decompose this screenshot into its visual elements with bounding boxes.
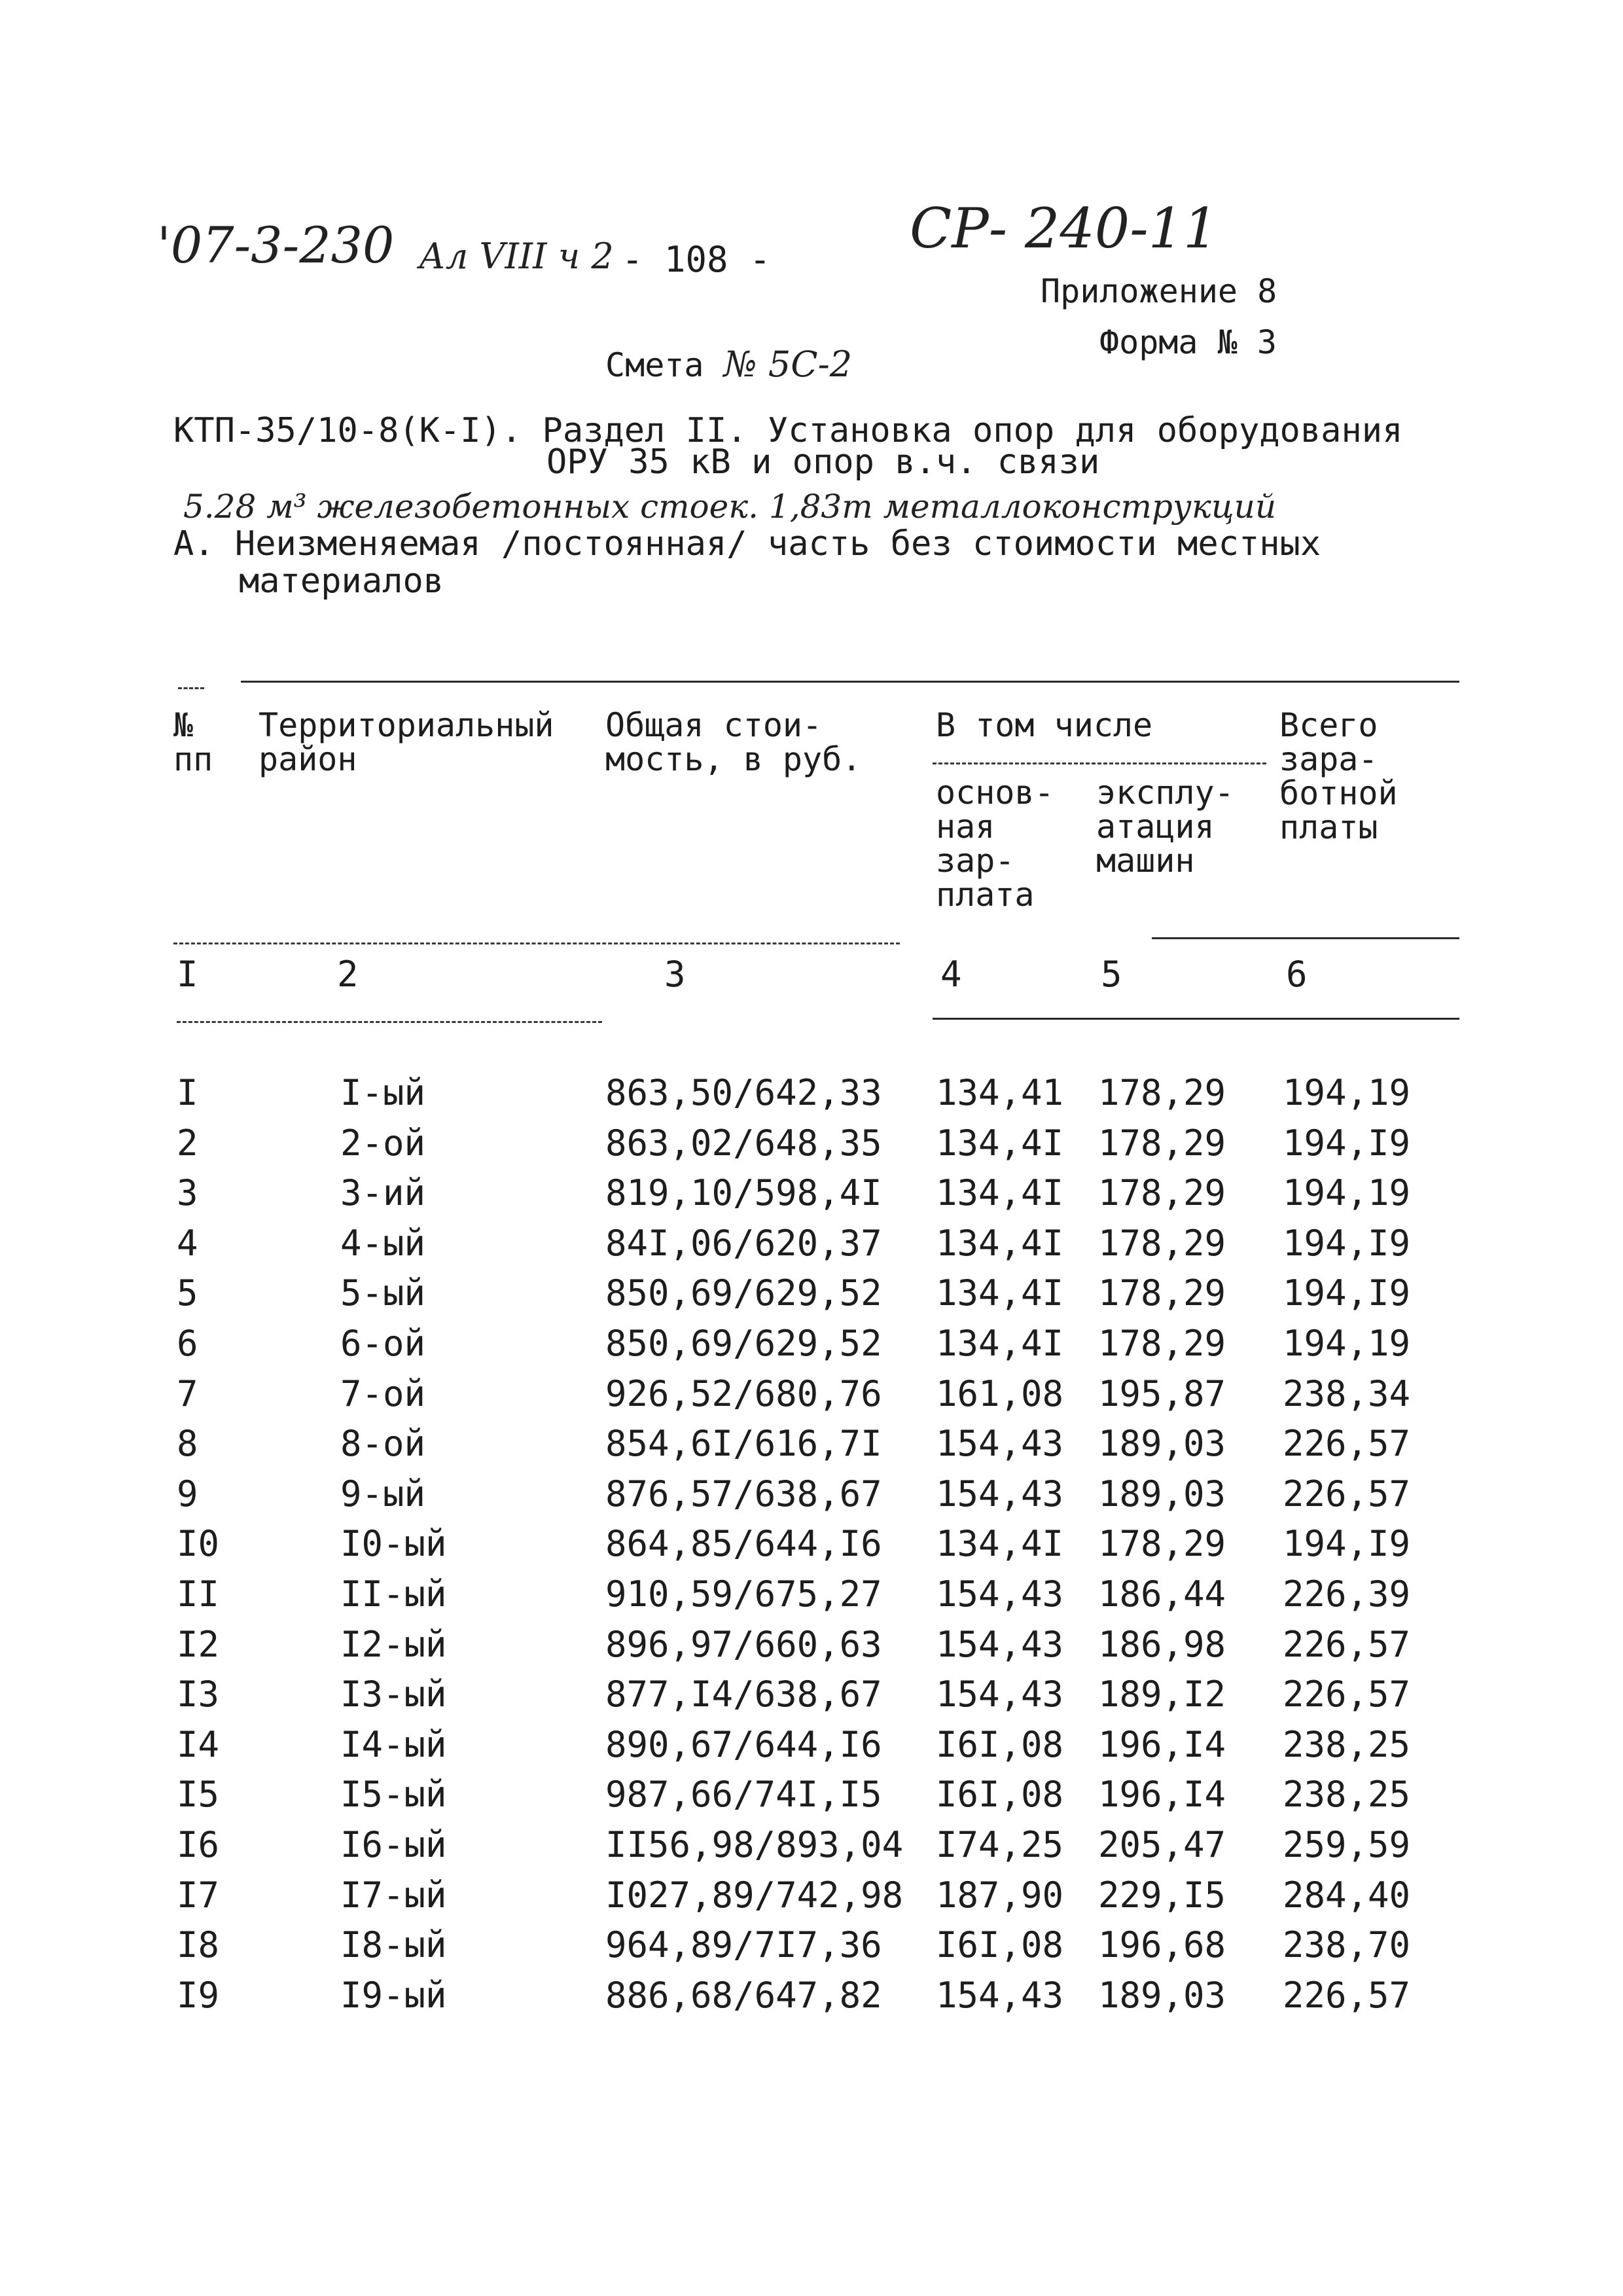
materials-note: 5.28 м³ железобетонных стоек. 1,83т металлоконструкций <box>183 488 1277 526</box>
row-base-salary: 134,4I <box>936 1272 1064 1314</box>
header-bottom-rule-right <box>1152 937 1459 939</box>
row-number: I7 <box>177 1874 220 1916</box>
row-district: 3-ий <box>340 1172 426 1213</box>
doc-code: '07-3-230 <box>157 216 395 274</box>
row-machine-operation: 189,03 <box>1098 1975 1226 2016</box>
header-bottom-rule-left <box>173 942 900 944</box>
col-number-6: 6 <box>1286 954 1308 995</box>
row-total-cost: 863,50/642,33 <box>605 1072 882 1113</box>
row-total-cost: 877,I4/638,67 <box>605 1674 882 1715</box>
row-number: 6 <box>177 1323 198 1364</box>
row-number: I <box>177 1072 198 1113</box>
row-total-cost: II56,98/893,04 <box>605 1824 904 1865</box>
row-base-salary: 134,4I <box>936 1122 1064 1164</box>
row-total-salary: 238,70 <box>1283 1924 1411 1965</box>
col-header-total: Общая стои- мость, в руб. <box>605 706 862 778</box>
table-top-rule <box>241 681 1459 683</box>
col-header-district: Территориальный район <box>259 706 554 778</box>
col-header-machines: эксплу- атация машин <box>1096 774 1234 880</box>
row-district: I7-ый <box>340 1874 447 1916</box>
row-district: 4-ый <box>340 1223 426 1264</box>
row-machine-operation: 196,68 <box>1098 1924 1226 1965</box>
row-total-cost: 876,57/638,67 <box>605 1473 882 1515</box>
row-total-salary: 226,57 <box>1283 1473 1411 1515</box>
col-numbers-bottom-rule-right <box>933 1018 1459 1020</box>
row-base-salary: I6I,08 <box>936 1924 1064 1965</box>
row-total-cost: 819,10/598,4I <box>605 1172 882 1213</box>
part-a-line1: А. Неизменяемая /постоянная/ часть без стоимости местных <box>173 524 1321 564</box>
row-number: 9 <box>177 1473 198 1515</box>
row-machine-operation: 196,I4 <box>1098 1724 1226 1765</box>
row-total-salary: 238,25 <box>1283 1774 1411 1815</box>
row-number: I8 <box>177 1924 220 1965</box>
row-machine-operation: 205,47 <box>1098 1824 1226 1865</box>
row-district: I4-ый <box>340 1724 447 1765</box>
row-total-cost: 850,69/629,52 <box>605 1272 882 1314</box>
row-total-cost: 890,67/644,I6 <box>605 1724 882 1765</box>
row-number: I0 <box>177 1523 220 1564</box>
row-base-salary: 134,4I <box>936 1223 1064 1264</box>
row-district: 8-ой <box>340 1423 426 1464</box>
row-number: 5 <box>177 1272 198 1314</box>
row-total-salary: 284,40 <box>1283 1874 1411 1916</box>
row-total-cost: 910,59/675,27 <box>605 1573 882 1615</box>
row-district: I6-ый <box>340 1824 447 1865</box>
row-machine-operation: 178,29 <box>1098 1072 1226 1113</box>
row-number: I6 <box>177 1824 220 1865</box>
col-number-2: 2 <box>337 954 359 995</box>
estimate-label <box>605 344 853 385</box>
row-base-salary: I74,25 <box>936 1824 1064 1865</box>
row-number: I4 <box>177 1724 220 1765</box>
row-number: I3 <box>177 1674 220 1715</box>
row-machine-operation: 196,I4 <box>1098 1774 1226 1815</box>
row-total-salary: 226,57 <box>1283 1975 1411 2016</box>
row-total-cost: 964,89/7I7,36 <box>605 1924 882 1965</box>
row-total-salary: 226,57 <box>1283 1674 1411 1715</box>
row-base-salary: 134,4I <box>936 1523 1064 1564</box>
row-total-cost: 896,97/660,63 <box>605 1624 882 1665</box>
row-number: I2 <box>177 1624 220 1665</box>
row-base-salary: 154,43 <box>936 1624 1064 1665</box>
row-machine-operation: 195,87 <box>1098 1373 1226 1414</box>
estimate-word: Смета <box>605 346 704 384</box>
row-number: 4 <box>177 1223 198 1264</box>
row-machine-operation: 189,03 <box>1098 1473 1226 1515</box>
col-number-1: I <box>177 954 198 995</box>
row-base-salary: 134,4I <box>936 1172 1064 1213</box>
row-district: I2-ый <box>340 1624 447 1665</box>
row-base-salary: I6I,08 <box>936 1724 1064 1765</box>
row-district: I8-ый <box>340 1924 447 1965</box>
row-total-cost: 926,52/680,76 <box>605 1373 882 1414</box>
form-label: Форма № 3 <box>1099 323 1277 361</box>
row-district: I0-ый <box>340 1523 447 1564</box>
estimate-number: № 5С-2 <box>723 344 853 385</box>
row-total-salary: 226,39 <box>1283 1573 1411 1615</box>
row-machine-operation: 178,29 <box>1098 1172 1226 1213</box>
row-total-salary: 238,34 <box>1283 1373 1411 1414</box>
row-machine-operation: 229,I5 <box>1098 1874 1226 1916</box>
row-district: II-ый <box>340 1573 447 1615</box>
row-total-salary: 238,25 <box>1283 1724 1411 1765</box>
row-number: 8 <box>177 1423 198 1464</box>
row-number: 7 <box>177 1373 198 1414</box>
row-number: I9 <box>177 1975 220 2016</box>
row-machine-operation: 178,29 <box>1098 1223 1226 1264</box>
col-number-5: 5 <box>1101 954 1122 995</box>
row-total-cost: 864,85/644,I6 <box>605 1523 882 1564</box>
row-base-salary: 187,90 <box>936 1874 1064 1916</box>
row-total-salary: 194,I9 <box>1283 1272 1411 1314</box>
row-base-salary: 154,43 <box>936 1573 1064 1615</box>
row-number: 3 <box>177 1172 198 1213</box>
row-total-salary: 194,I9 <box>1283 1223 1411 1264</box>
row-machine-operation: 178,29 <box>1098 1323 1226 1364</box>
part-a-line2: материалов <box>239 562 444 601</box>
col-number-3: 3 <box>664 954 686 995</box>
row-machine-operation: 189,I2 <box>1098 1674 1226 1715</box>
row-district: I-ый <box>340 1072 426 1113</box>
row-number: II <box>177 1573 220 1615</box>
row-machine-operation: 186,98 <box>1098 1624 1226 1665</box>
row-total-cost: I027,89/742,98 <box>605 1874 904 1916</box>
row-base-salary: 154,43 <box>936 1975 1064 2016</box>
appendix-label: Приложение 8 <box>1041 272 1277 310</box>
row-district: 6-ой <box>340 1323 426 1364</box>
row-base-salary: 154,43 <box>936 1423 1064 1464</box>
row-total-salary: 194,I9 <box>1283 1523 1411 1564</box>
row-base-salary: 154,43 <box>936 1674 1064 1715</box>
row-total-cost: 854,6I/616,7I <box>605 1423 882 1464</box>
row-machine-operation: 178,29 <box>1098 1272 1226 1314</box>
album-ref: Ал VIII ч 2 <box>419 236 614 277</box>
row-base-salary: 154,43 <box>936 1473 1064 1515</box>
row-total-cost: 850,69/629,52 <box>605 1323 882 1364</box>
page-number: - 108 - <box>622 239 771 280</box>
stamp-code: СР- 240-11 <box>910 196 1219 260</box>
col-header-including: В том числе <box>936 706 1153 744</box>
col-number-4: 4 <box>940 954 962 995</box>
row-base-salary: 134,41 <box>936 1072 1064 1113</box>
row-machine-operation: 178,29 <box>1098 1523 1226 1564</box>
row-district: I5-ый <box>340 1774 447 1815</box>
section-title-line1: КТП-35/10-8(К-I). Раздел II. Установка опор для оборудования <box>173 411 1403 450</box>
row-machine-operation: 186,44 <box>1098 1573 1226 1615</box>
row-district: 7-ой <box>340 1373 426 1414</box>
row-number: 2 <box>177 1122 198 1164</box>
row-total-salary: 226,57 <box>1283 1624 1411 1665</box>
row-district: I3-ый <box>340 1674 447 1715</box>
row-total-salary: 194,I9 <box>1283 1122 1411 1164</box>
row-district: I9-ый <box>340 1975 447 2016</box>
row-total-salary: 194,19 <box>1283 1323 1411 1364</box>
col-header-all-salary: Всего зара- ботной платы <box>1279 706 1398 846</box>
section-title-line2: ОРУ 35 кВ и опор в.ч. связи <box>546 442 1100 482</box>
table-top-rule-short <box>178 687 204 689</box>
row-total-cost: 987,66/74I,I5 <box>605 1774 882 1815</box>
row-total-cost: 863,02/648,35 <box>605 1122 882 1164</box>
row-machine-operation: 189,03 <box>1098 1423 1226 1464</box>
col-header-base-salary: основ- ная зар- плата <box>936 774 1054 914</box>
row-total-salary: 259,59 <box>1283 1824 1411 1865</box>
row-number: I5 <box>177 1774 220 1815</box>
row-total-salary: 226,57 <box>1283 1423 1411 1464</box>
row-total-salary: 194,19 <box>1283 1072 1411 1113</box>
col-numbers-bottom-rule-left <box>177 1021 602 1023</box>
row-base-salary: 161,08 <box>936 1373 1064 1414</box>
row-district: 9-ый <box>340 1473 426 1515</box>
row-district: 5-ый <box>340 1272 426 1314</box>
row-total-cost: 84I,06/620,37 <box>605 1223 882 1264</box>
row-base-salary: 134,4I <box>936 1323 1064 1364</box>
row-total-salary: 194,19 <box>1283 1172 1411 1213</box>
row-total-cost: 886,68/647,82 <box>605 1975 882 2016</box>
row-machine-operation: 178,29 <box>1098 1122 1226 1164</box>
row-base-salary: I6I,08 <box>936 1774 1064 1815</box>
col-header-num: № пп <box>173 706 213 778</box>
row-district: 2-ой <box>340 1122 426 1164</box>
including-rule <box>933 762 1266 764</box>
